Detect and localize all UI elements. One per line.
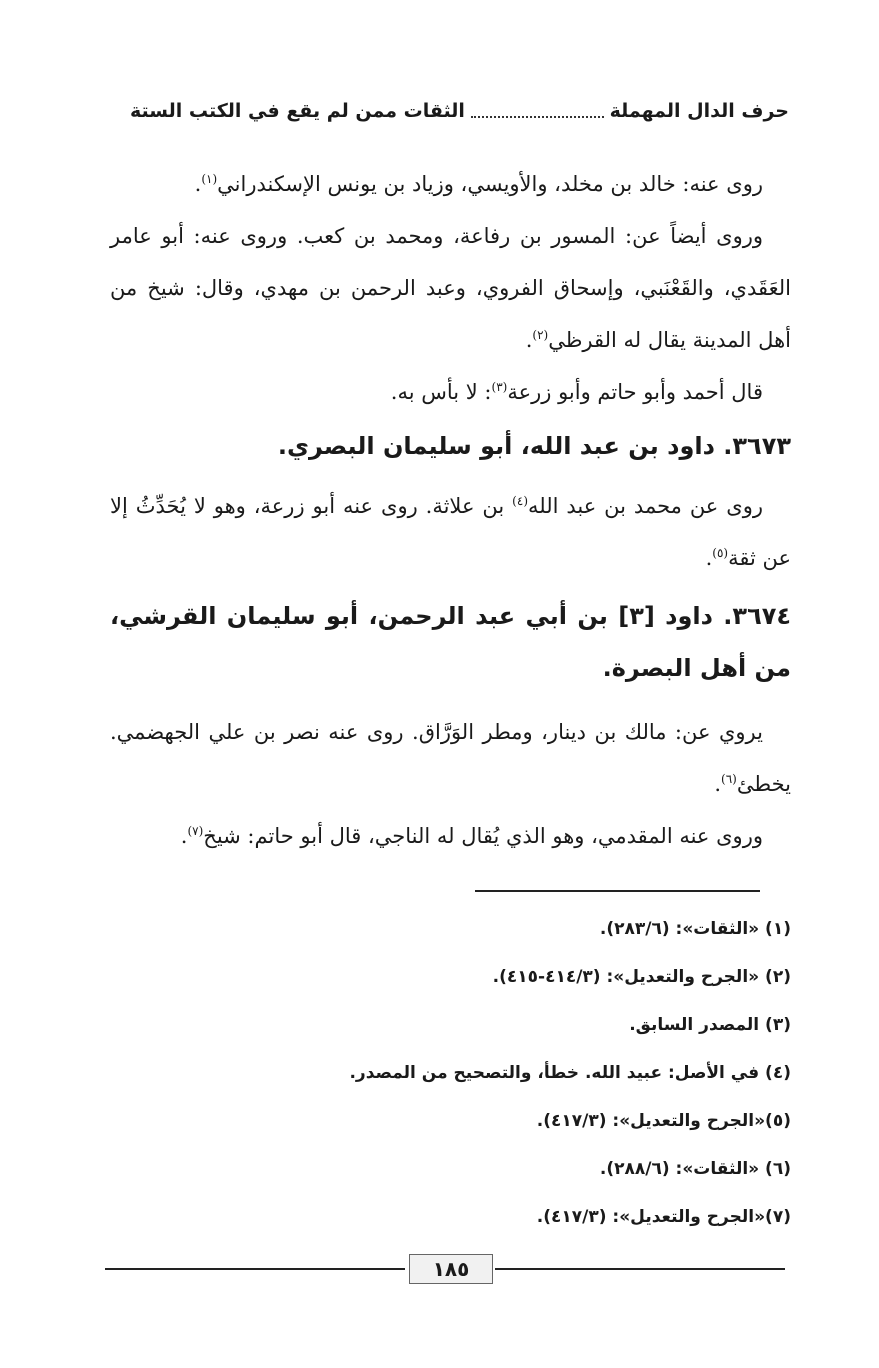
paragraph-tail: . (705, 546, 713, 570)
footer-rule (105, 1268, 405, 1270)
paragraph-tail: . (525, 328, 533, 352)
paragraph-tail: . (714, 772, 722, 796)
paragraph-text: روى عن محمد بن عبد الله (528, 494, 763, 518)
paragraph-entry-3673 (110, 480, 791, 584)
footnote-divider (475, 890, 760, 892)
footnote: (٦) «الثقات»: (٢٨٨/٦). (599, 1159, 791, 1179)
page-footer (105, 1254, 785, 1284)
footnote-ref: (٥) (712, 546, 729, 560)
main-text (110, 158, 791, 862)
footnote-ref: (٦) (721, 772, 737, 786)
paragraph-text: وروى أيضاً عن: المسور بن رفاعة، ومحمد بن كعب. وروى عنه: أبو عامر العَقَدي، والقَعْنَبي، وإسحاق الفروي، وعبد الرحمن بن مهدي، وقال: شيخ من أهل المدينة يقال له القرظي (110, 224, 791, 352)
footnote: (٢) «الجرح والتعديل»: (٤١٤/٣-٤١٥). (492, 967, 791, 987)
running-header (130, 100, 789, 122)
paragraph-text: يروي عن: مالك بن دينار، ومطر الوَرَّاق. روى عنه نصر بن علي الجهضمي. يخطئ (110, 720, 791, 796)
paragraph-tail: . (180, 824, 188, 848)
paragraph-text: روى عنه: خالد بن مخلد، والأويسي، وزياد بن يونس الإسكندراني (217, 172, 763, 196)
header-dot-leader (471, 104, 604, 118)
paragraph-narrators (110, 210, 791, 366)
entry-heading-3673: ٣٦٧٣. داود بن عبد الله، أبو سليمان البصري. (277, 432, 791, 460)
footnote: (١) «الثقات»: (٢٨٣/٦). (599, 919, 791, 939)
paragraph-text: قال أحمد وأبو حاتم وأبو زرعة (507, 380, 763, 404)
footnotes (110, 905, 791, 1241)
footnote-ref: (٢) (532, 328, 549, 342)
footnote: (٧)«الجرح والتعديل»: (٤١٧/٣). (536, 1207, 791, 1227)
paragraph-text: وروى عنه المقدمي، وهو الذي يُقال له الناجي، قال أبو حاتم: شيخ (203, 824, 763, 848)
entry-heading-3674: ٣٦٧٤. داود [٣] بن أبي عبد الرحمن، أبو سليمان القرشي، من أهل البصرة. (110, 602, 792, 682)
footnote-ref: (٤) (512, 494, 528, 508)
footnote: (٥)«الجرح والتعديل»: (٤١٧/٣). (536, 1111, 791, 1131)
page-number: ١٨٥ (409, 1254, 493, 1284)
header-book-title: الثقات ممن لم يقع في الكتب الستة (130, 100, 465, 122)
footnote: (٤) في الأصل: عبيد الله. خطأ، والتصحيح من المصدر. (349, 1063, 791, 1083)
footer-rule (495, 1268, 785, 1270)
paragraph-entry-3674-b (110, 810, 791, 862)
paragraph-tail: . (194, 172, 202, 196)
paragraph-text: بن علاثة. روى عنه أبو زرعة، وهو لا يُحَدِّثُ إلا عن ثقة (110, 494, 791, 570)
paragraph-narrators (110, 158, 791, 210)
footnote-ref: (٧) (187, 824, 204, 838)
footnote-ref: (٣) (491, 380, 508, 394)
footnote: (٣) المصدر السابق. (629, 1015, 791, 1035)
paragraph-entry-3674 (110, 706, 791, 810)
header-chapter-title: حرف الدال المهملة (609, 100, 789, 122)
paragraph-grading (110, 366, 791, 418)
paragraph-tail: : لا بأس به. (390, 380, 492, 404)
footnote-ref: (١) (201, 172, 218, 186)
